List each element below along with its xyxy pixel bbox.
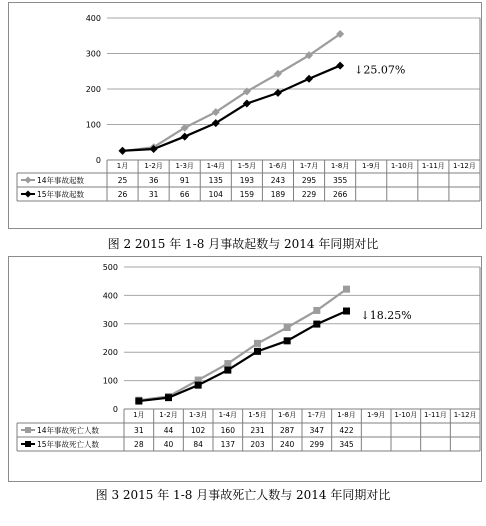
y-tick-label: 400 — [102, 291, 118, 301]
x-tick-label: 1-10月 — [394, 411, 418, 419]
x-tick-label: 1-6月 — [268, 162, 288, 170]
legend-marker — [25, 427, 31, 433]
x-tick-label: 1-4月 — [218, 411, 238, 419]
x-tick-label: 1-10月 — [390, 162, 414, 170]
data-point — [224, 360, 231, 367]
series-line-1 — [123, 34, 341, 151]
legend-marker — [25, 441, 31, 447]
data-point — [313, 307, 320, 314]
y-tick-label: 200 — [102, 348, 118, 358]
legend-label: 15年事故起数 — [37, 190, 85, 199]
data-point — [165, 394, 172, 401]
table-value: 31 — [134, 426, 144, 435]
x-tick-label: 1月 — [133, 411, 145, 419]
x-tick-label: 1-12月 — [453, 162, 476, 170]
data-point — [254, 348, 261, 355]
legend-marker — [25, 177, 32, 184]
data-point — [284, 324, 291, 331]
x-tick-label: 1-3月 — [188, 411, 208, 419]
data-point — [254, 340, 261, 347]
table-value: 104 — [208, 190, 223, 199]
x-tick-label: 1-3月 — [175, 162, 194, 170]
y-tick-label: 0 — [95, 156, 101, 165]
table-value: 422 — [339, 426, 354, 435]
data-point — [195, 382, 202, 389]
table-value: 347 — [309, 426, 324, 435]
data-point — [343, 308, 350, 315]
table-value: 295 — [301, 176, 317, 185]
table-value: 229 — [301, 190, 317, 199]
table-value: 160 — [220, 426, 235, 435]
table-value: 299 — [309, 440, 324, 449]
x-tick-label: 1-6月 — [277, 411, 297, 419]
table-value: 36 — [148, 176, 159, 185]
table-value: 159 — [239, 190, 255, 199]
series-line-1 — [139, 289, 347, 400]
table-value: 193 — [239, 176, 255, 185]
table-value: 345 — [339, 440, 354, 449]
table-value: 84 — [193, 440, 203, 449]
y-tick-label: 200 — [85, 85, 101, 94]
accident-count-chart — [8, 2, 482, 229]
table-value: 40 — [163, 440, 174, 449]
accident-count-plot — [9, 3, 481, 228]
table-value: 102 — [191, 426, 206, 435]
x-tick-label: 1-11月 — [424, 411, 447, 419]
data-point — [224, 367, 231, 374]
legend-label: 14年事故起数 — [37, 176, 85, 185]
reduction-annotation: ↓25.07% — [354, 63, 406, 77]
death-count-chart — [8, 256, 482, 482]
y-tick-label: 500 — [102, 263, 118, 272]
data-point — [284, 337, 291, 344]
table-value: 25 — [117, 176, 128, 185]
x-tick-label: 1-11月 — [421, 162, 445, 170]
table-value: 243 — [270, 176, 286, 185]
data-point — [119, 147, 127, 155]
y-tick-label: 400 — [85, 14, 101, 23]
figure3-caption: 图 3 2015 年 1-8 月事故死亡人数与 2014 年同期对比 — [95, 488, 391, 502]
table-value: 355 — [332, 176, 348, 185]
x-tick-label: 1-7月 — [299, 162, 319, 170]
y-tick-label: 300 — [85, 49, 101, 59]
figure2-caption: 图 2 2015 年 1-8 月事故起数与 2014 年同期对比 — [107, 237, 379, 251]
legend-label: 15年事故死亡人数 — [37, 440, 100, 449]
table-value: 66 — [179, 190, 190, 199]
x-tick-label: 1-9月 — [366, 411, 386, 419]
data-point — [274, 89, 282, 97]
x-tick-label: 1-8月 — [330, 162, 350, 170]
x-tick-label: 1-12月 — [453, 411, 477, 419]
table-value: 189 — [270, 190, 286, 199]
data-point — [135, 398, 142, 405]
x-tick-label: 1-9月 — [361, 162, 381, 170]
y-tick-label: 300 — [102, 319, 118, 329]
table-value: 135 — [208, 176, 223, 185]
table-value: 203 — [250, 440, 265, 449]
table-value: 31 — [148, 190, 159, 199]
reduction-annotation: ↓18.25% — [360, 309, 412, 323]
x-tick-label: 1-8月 — [337, 411, 356, 419]
data-point — [336, 62, 344, 70]
y-tick-label: 100 — [102, 376, 118, 386]
x-tick-label: 1-5月 — [237, 162, 257, 170]
table-value: 44 — [163, 426, 174, 435]
x-tick-label: 1-4月 — [206, 162, 226, 170]
table-value: 287 — [280, 426, 295, 435]
table-value: 266 — [332, 190, 348, 199]
x-tick-label: 1-2月 — [144, 162, 163, 170]
x-tick-label: 1月 — [116, 162, 129, 170]
x-tick-label: 1-7月 — [307, 411, 327, 419]
table-value: 137 — [220, 440, 235, 449]
y-tick-label: 0 — [112, 405, 118, 414]
table-value: 26 — [117, 190, 128, 199]
data-point — [343, 286, 350, 293]
legend-label: 14年事故死亡人数 — [37, 426, 100, 435]
data-point — [305, 75, 313, 83]
y-tick-label: 100 — [85, 120, 101, 130]
table-value: 231 — [250, 426, 265, 435]
table-value: 240 — [280, 440, 295, 449]
x-tick-label: 1-2月 — [159, 411, 178, 419]
x-tick-label: 1-5月 — [248, 411, 267, 419]
data-point — [313, 321, 320, 328]
legend-marker — [25, 191, 32, 198]
death-count-plot — [9, 257, 481, 481]
table-value: 91 — [179, 176, 190, 185]
table-value: 28 — [134, 440, 144, 449]
data-point — [181, 133, 189, 141]
